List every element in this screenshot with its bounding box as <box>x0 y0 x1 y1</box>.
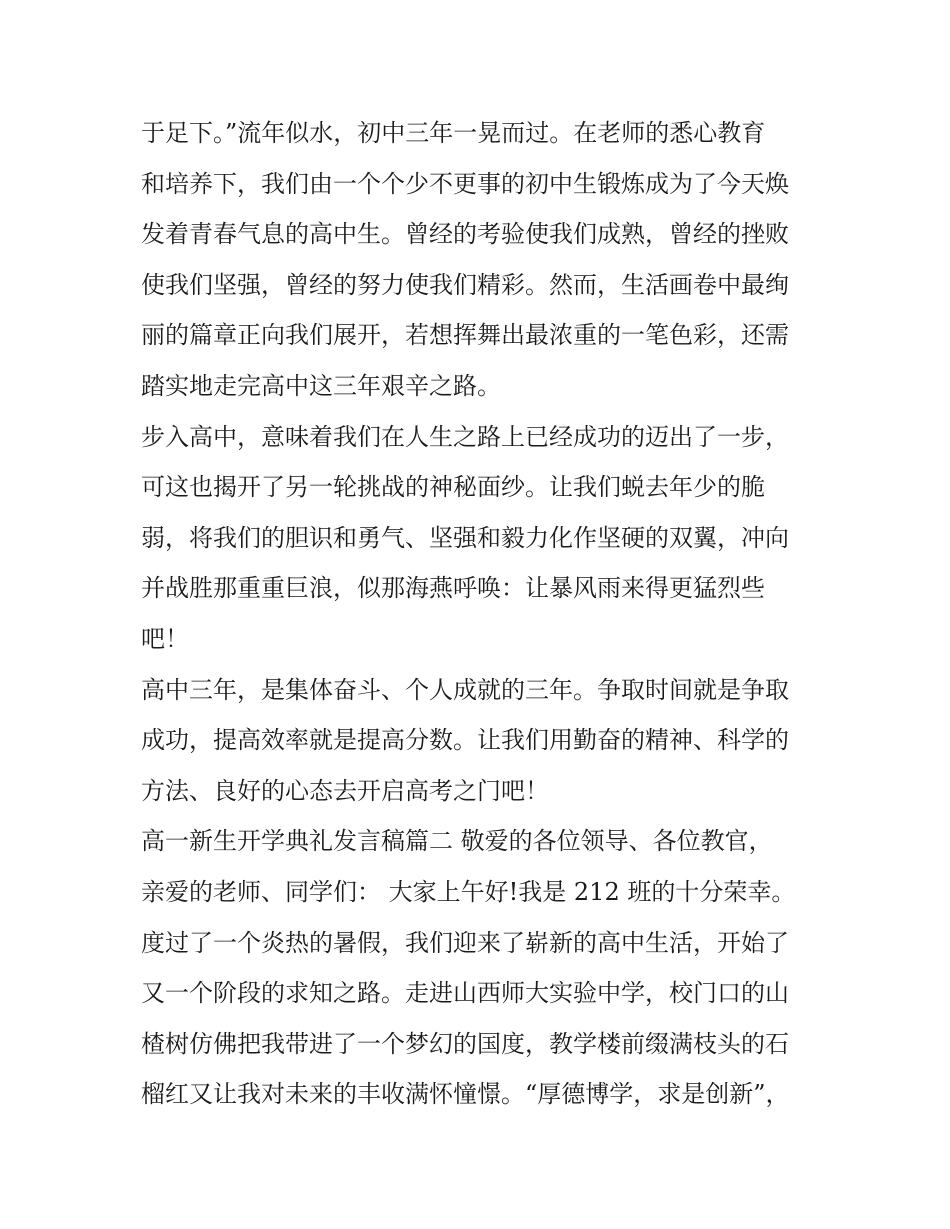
text-line: 吧！ <box>141 624 189 653</box>
text-line: 丽的篇章正向我们展开，若想挥舞出最浓重的一笔色彩，还需 <box>141 321 789 350</box>
text-line: 又一个阶段的求知之路。走进山西师大实验中学，校门口的山 <box>141 979 789 1008</box>
text-line: 度过了一个炎热的暑假，我们迎来了崭新的高中生活，开始了 <box>141 928 789 957</box>
text-line: 亲爱的老师、同学们： 大家上午好!我是 212 班的十分荣幸。 <box>141 877 796 906</box>
text-line: 并战胜那重重巨浪，似那海燕呼唤：让暴风雨来得更猛烈些 <box>141 574 765 603</box>
text-line: 和培养下，我们由一个个少不更事的初中生锻炼成为了今天焕 <box>141 169 789 198</box>
text-line: 高中三年，是集体奋斗、个人成就的三年。争取时间就是争取 <box>141 675 789 704</box>
document-body <box>141 108 831 1120</box>
text-line: 方法、良好的心态去开启高考之门吧！ <box>141 776 549 805</box>
text-line: 楂树仿佛把我带进了一个梦幻的国度，教学楼前缀满枝头的石 <box>141 1029 789 1058</box>
text-line: 于足下。”流年似水，初中三年一晃而过。在老师的悉心教育 <box>141 119 766 147</box>
text-line: 成功，提高效率就是提高分数。让我们用勤奋的精神、科学的 <box>141 726 789 755</box>
text-line: 弱，将我们的胆识和勇气、坚强和毅力化作坚硬的双翼，冲向 <box>141 523 789 552</box>
text-line: 踏实地走完高中这三年艰辛之路。 <box>141 371 501 400</box>
text-line: 步入高中，意味着我们在人生之路上已经成功的迈出了一步， <box>141 422 789 451</box>
text-line: 可这也揭开了另一轮挑战的神秘面纱。让我们蜕去年少的脆 <box>141 473 765 502</box>
text-line: 榴红又让我对未来的丰收满怀憧憬。“厚德博学，求是创新”， <box>141 1080 790 1109</box>
text-line: 高一新生开学典礼发言稿篇二 敬爱的各位领导、各位教官， <box>141 827 773 856</box>
text-line: 使我们坚强，曾经的努力使我们精彩。然而，生活画卷中最绚 <box>141 270 789 299</box>
text-line: 发着青春气息的高中生。曾经的考验使我们成熟，曾经的挫败 <box>141 220 789 249</box>
